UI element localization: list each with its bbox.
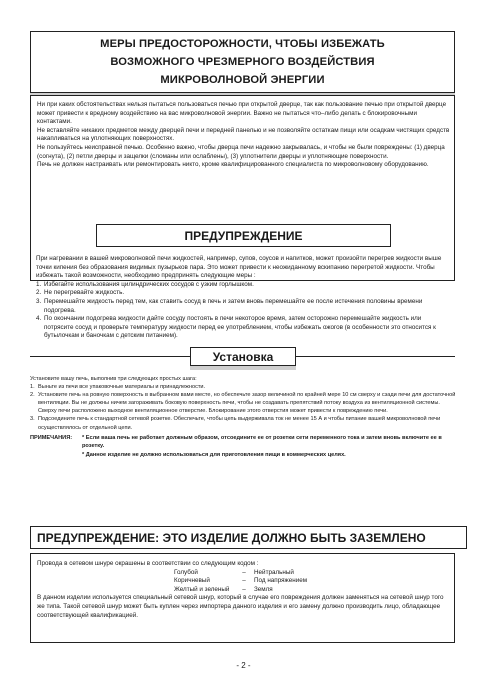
wire-dash: – (242, 577, 246, 585)
list-number (30, 407, 38, 415)
precautions-body-box (30, 95, 455, 281)
precautions-title-line: МЕРЫ ПРЕДОСТОРОЖНОСТИ, ЧТОБЫ ИЗБЕЖАТЬ (100, 38, 385, 50)
list-text: Сверху печи расположено выходное вентиляционное отверстие. Блокирование этого отверстия может привести к повреждению печи. (38, 408, 388, 415)
list-number: 1. (36, 280, 42, 288)
heading-rule-left (30, 356, 190, 357)
list-item (36, 298, 450, 315)
precautions-paragraph: Печь не должен настраивать или ремонтировать никто, кроме квалифицированного специалиста по микроволновому оборудованию. (37, 161, 429, 169)
installation-intro: Установите вашу печь, выполнив три следующих простых шага: (30, 376, 197, 382)
list-number: 2. (30, 392, 35, 399)
note-text: * Если ваша печь не работает должным образом, отсоедините ее от розетки сети переменного тока и затем вновь включите ее в розетку. (82, 434, 442, 449)
wire-row (174, 569, 451, 578)
wire-dash: – (242, 585, 246, 593)
list-item (30, 415, 460, 431)
list-number: 3. (36, 297, 42, 305)
list-number: 3. (30, 416, 35, 423)
warning-heading: ПРЕДУПРЕЖДЕНИЕ (96, 224, 391, 247)
precautions-paragraph: Не вставляйте никаких предметов между дверцей печи и передней панелью и не позволяйте остаткам пищи или осадкам чистящих средств накапливаться на уплотняющих поверхностях. (37, 126, 450, 143)
precautions-paragraph: Ни при каких обстоятельствах нельзя пытаться пользоваться печью при открытой дверце, так как пользование печью при открытой дверце может привести к вредному воздействию на вас микроволновой энергии. Важно не пытаться что–либо делать с блокировочными контактами. (37, 101, 447, 126)
list-item (36, 289, 450, 298)
list-text: Установите печь на ровную поверхность в выбранном вами месте, но обеспечьте зазор величиной по крайней мере 10 см сверху и сзади печи для достаточной вентиляции. Вы не должны ничем загораживать боковую поверхность печи, чтобы не создавать препятствий потоку воздуха из вентиляционной системы. (38, 392, 456, 407)
wire-meaning: Нейтральный (254, 568, 294, 576)
precautions-title-box (30, 31, 455, 93)
installation-text (30, 375, 460, 459)
heading-rule-right (296, 356, 455, 357)
wire-color: Коричневый (174, 577, 210, 585)
list-text: Перемешайте жидкость перед тем, как ставить сосуд в печь и затем вновь перемешайте ее после истечения половины времени подогрева. (44, 297, 423, 314)
precautions-text (37, 101, 450, 170)
warning-text (36, 255, 450, 341)
wire-meaning: Земля (254, 585, 273, 593)
grounding-intro: Провода в сетевом шнуре окрашены в соответствии со следующим кодом : (37, 560, 259, 567)
list-item (30, 391, 460, 407)
wire-row (174, 577, 451, 586)
wire-dash: – (242, 568, 246, 576)
list-text: Подсоедините печь к стандартной сетевой розетке. Обеспечьте, чтобы цепь выдерживала ток не менее 15 А и чтобы питание вашей микроволновой печи осуществлялось от отдельной цепи. (38, 416, 441, 431)
wire-color: Голубой (174, 568, 198, 576)
installation-heading-shadow (190, 366, 296, 370)
grounding-closing: В данном изделии используется специальный сетевой шнур, который в случае его повреждения должен заменяться на сетевой шнур того же типа. Такой сетевой шнур может быть куплен через импортера данного изделия и его замену должно производить лицо, обладающее соответствующей квалификацией. (37, 594, 444, 619)
precautions-title-line: ВОЗМОЖНОГО ЧРЕЗМЕРНОГО ВОЗДЕЙСТВИЯ (110, 56, 375, 68)
list-item (36, 315, 450, 341)
page-number: - 2 - (236, 661, 251, 670)
wire-color-table (174, 569, 451, 595)
grounding-body-box (30, 553, 455, 643)
list-text: Избегайте использования цилиндрических сосудов с узким горлышком. (44, 280, 254, 288)
note-row (30, 434, 460, 450)
list-text: Не перегревайте жидкость. (44, 289, 125, 297)
list-item (30, 383, 460, 391)
wire-color: Желтый и зеленый (174, 585, 230, 593)
grounding-warning-heading: ПРЕДУПРЕЖДЕНИЕ: ЭТО ИЗДЕЛИЕ ДОЛЖНО БЫТЬ ЗАЗЕМЛЕНО (30, 526, 467, 549)
list-number: 4. (36, 315, 42, 323)
precautions-title-line: МИКРОВОЛНОВОЙ ЭНЕРГИИ (160, 74, 325, 86)
list-number: 2. (36, 289, 42, 297)
list-number: 1. (30, 384, 35, 391)
note-label: ПРИМЕЧАНИЯ: (30, 434, 73, 441)
installation-heading: Установка (190, 347, 296, 366)
list-text: По окончании подогрева жидкости дайте сосуду постоять в печи некоторое время, затем осторожно перемешайте жидкость или потрясите сосуд и проверьте температуру жидкости перед ее употреблением, чтобы избежать ожогов (в особенности это относится к бутылочкам и баночкам с детским питанием). (44, 315, 436, 340)
list-item (30, 407, 460, 415)
precautions-paragraph: Не пользуйтесь неисправной печью. Особенно важно, чтобы дверца печи надежно закрывалась, и чтобы не были повреждены: (1) дверца (согнута), (2) петли дверцы и защелки (сломаны или ослаблены), (3) уплотнители дверцы и уплотняющие поверхности. (37, 143, 445, 160)
grounding-text (37, 560, 451, 620)
list-text: Выньте из печи все упаковочные материалы и принадлежности. (38, 384, 206, 391)
wire-meaning: Под напряжением (254, 577, 308, 585)
warning-intro: При нагревании в вашей микроволновой печи жидкостей, например, супов, соусов и напитков, может произойти перегрев жидкости выше точки кипения без образования видимых пузырьков пара. Это может привести к неожиданному вскипанию перегретой жидкости. Чтобы избежать такой возможности, необходимо предпринять следующие меры : (36, 255, 442, 280)
note-text: * Данное изделие не должно использоваться для приготовления пищи в коммерческих целях. (82, 451, 346, 458)
